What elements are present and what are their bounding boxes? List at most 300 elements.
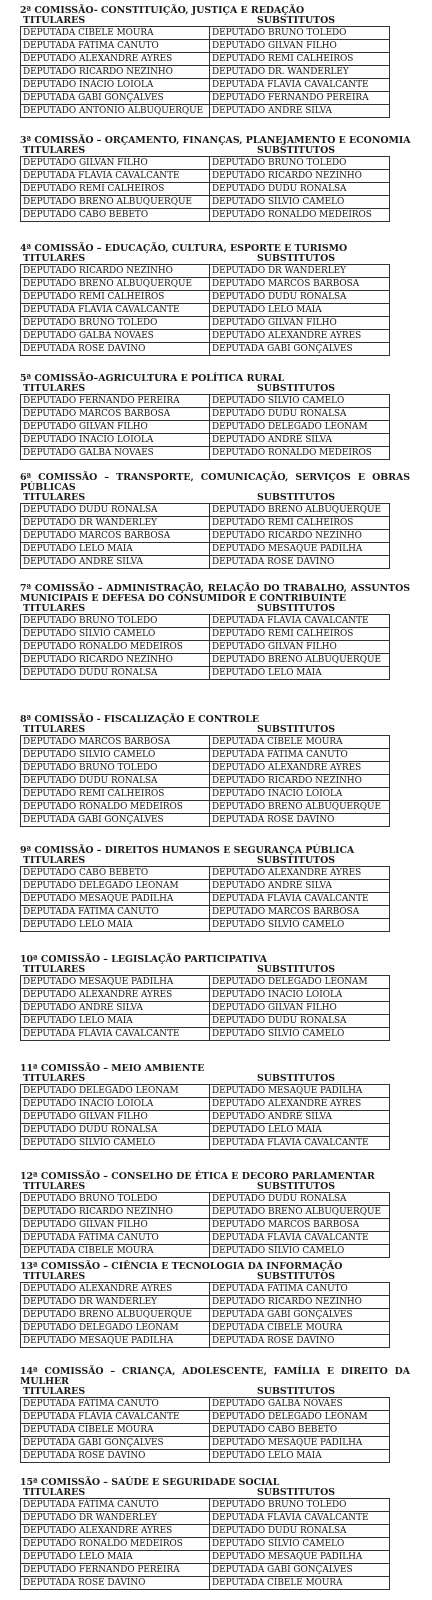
table-row (21, 79, 390, 92)
column-headers (20, 16, 410, 26)
titular-cell: DEPUTADO SILVIO CAMELO (21, 749, 210, 762)
titular-cell: DEPUTADO REMI CALHEIROS (21, 291, 210, 304)
header-titulares: TITULARES (23, 1271, 86, 1282)
substituto-cell: DEPUTADO RONALDO MEDEIROS (210, 447, 390, 460)
titular-cell: DEPUTADA ROSE DAVINO (21, 343, 210, 356)
table-row (21, 1309, 390, 1322)
substituto-cell: DEPUTADO SÍLVIO CAMELO (210, 1245, 390, 1258)
table-row (21, 667, 390, 680)
substituto-cell: DEPUTADA FLÁVIA CAVALCANTE (210, 615, 390, 628)
table-row (21, 421, 390, 434)
table-row (21, 654, 390, 667)
committee-table (20, 394, 390, 460)
table-row (21, 504, 390, 517)
titular-cell: DEPUTADO GILVAN FILHO (21, 1219, 210, 1232)
titular-cell: DEPUTADA CIBELE MOURA (21, 1245, 210, 1258)
table-row (21, 1577, 390, 1590)
substituto-cell: DEPUTADA CIBELE MOURA (210, 1322, 390, 1335)
table-row (21, 66, 390, 79)
substituto-cell: DEPUTADO REMI CALHEIROS (210, 628, 390, 641)
substituto-cell: DEPUTADO DUDU RONALSA (210, 1015, 390, 1028)
table-row (21, 628, 390, 641)
committee-section (20, 374, 410, 460)
column-headers (20, 254, 410, 264)
table-row (21, 278, 390, 291)
committee-section (20, 1367, 410, 1463)
table-row (21, 1028, 390, 1041)
substituto-cell: DEPUTADO REMI CALHEIROS (210, 517, 390, 530)
substituto-cell: DEPUTADO BRENO ALBUQUERQUE (210, 801, 390, 814)
header-titulares: TITULARES (23, 383, 86, 394)
column-headers (20, 1182, 410, 1192)
titular-cell: DEPUTADO DELEGADO LEONAM (21, 1085, 210, 1098)
table-row (21, 343, 390, 356)
substituto-cell: DEPUTADO MARCOS BARBOSA (210, 278, 390, 291)
column-headers (20, 493, 410, 503)
titular-cell: DEPUTADO LELO MAIA (21, 543, 210, 556)
titular-cell: DEPUTADA FLÁVIA CAVALCANTE (21, 304, 210, 317)
titular-cell: DEPUTADO DUDU RONALSA (21, 775, 210, 788)
titular-cell: DEPUTADA FÁTIMA CANUTO (21, 1398, 210, 1411)
committee-section (20, 473, 410, 569)
table-row (21, 209, 390, 222)
committee-table (20, 866, 390, 932)
substituto-cell: DEPUTADO GILVAN FILHO (210, 1002, 390, 1015)
table-row (21, 183, 390, 196)
table-row (21, 157, 390, 170)
substituto-cell: DEPUTADO BRUNO TOLEDO (210, 27, 390, 40)
titular-cell: DEPUTADO RONALDO MEDEIROS (21, 1538, 210, 1551)
column-headers (20, 965, 410, 975)
titular-cell: DEPUTADO INÁCIO LOIOLA (21, 1098, 210, 1111)
substituto-cell: DEPUTADO ANDRÉ SILVA (210, 1111, 390, 1124)
header-substitutos: SUBSTITUTOS (257, 253, 336, 264)
substituto-cell: DEPUTADO SÍLVIO CAMELO (210, 1538, 390, 1551)
committee-table (20, 735, 390, 827)
substituto-cell: DEPUTADO DR. WANDERLEY (210, 66, 390, 79)
committee-section (20, 1262, 410, 1348)
table-row (21, 1551, 390, 1564)
titular-cell: DEPUTADO MARCOS BARBOSA (21, 736, 210, 749)
table-row (21, 989, 390, 1002)
substituto-cell: DEPUTADO RICARDO NEZINHO (210, 170, 390, 183)
table-row (21, 1512, 390, 1525)
header-titulares: TITULARES (23, 1487, 86, 1498)
substituto-cell: DEPUTADO INÁCIO LOIOLA (210, 989, 390, 1002)
committee-title: 10ª COMISSÃO – LEGISLAÇÃO PARTICIPATIVA (20, 954, 267, 965)
substituto-cell: DEPUTADO BRENO ALBUQUERQUE (210, 504, 390, 517)
column-headers (20, 1272, 410, 1282)
header-substitutos: SUBSTITUTOS (257, 964, 336, 975)
table-row (21, 1137, 390, 1150)
table-row (21, 867, 390, 880)
substituto-cell: DEPUTADA FLÁVIA CAVALCANTE (210, 1512, 390, 1525)
table-row (21, 775, 390, 788)
titular-cell: DEPUTADO DR WANDERLEY (21, 1512, 210, 1525)
table-row (21, 641, 390, 654)
titular-cell: DEPUTADA FLÁVIA CAVALCANTE (21, 1028, 210, 1041)
substituto-cell: DEPUTADO ANDRÉ SILVA (210, 105, 390, 118)
committee-table (20, 1498, 390, 1590)
column-headers (20, 384, 410, 394)
titular-cell: DEPUTADO GILVAN FILHO (21, 1111, 210, 1124)
substituto-cell: DEPUTADO MESAQUE PADILHA (210, 1551, 390, 1564)
committee-table (20, 264, 390, 356)
table-row (21, 1219, 390, 1232)
substituto-cell: DEPUTADO GILVAN FILHO (210, 40, 390, 53)
titular-cell: DEPUTADA CIBELE MOURA (21, 1424, 210, 1437)
header-titulares: TITULARES (23, 253, 86, 264)
substituto-cell: DEPUTADO MARCOS BARBOSA (210, 1219, 390, 1232)
table-row (21, 919, 390, 932)
substituto-cell: DEPUTADA FLÁVIA CAVALCANTE (210, 1137, 390, 1150)
titular-cell: DEPUTADO DUDU RONALSA (21, 504, 210, 517)
table-row (21, 749, 390, 762)
table-row (21, 1411, 390, 1424)
table-row (21, 53, 390, 66)
committee-section (20, 1064, 410, 1150)
titular-cell: DEPUTADO LELO MAIA (21, 1551, 210, 1564)
titular-cell: DEPUTADO SÍLVIO CAMELO (21, 628, 210, 641)
titular-cell: DEPUTADO FERNANDO PEREIRA (21, 395, 210, 408)
table-row (21, 447, 390, 460)
substituto-cell: DEPUTADO DR WANDERLEY (210, 265, 390, 278)
table-row (21, 196, 390, 209)
table-row (21, 1296, 390, 1309)
table-row (21, 1398, 390, 1411)
titular-cell: DEPUTADO DR WANDERLEY (21, 517, 210, 530)
substituto-cell: DEPUTADA FLÁVIA CAVALCANTE (210, 893, 390, 906)
titular-cell: DEPUTADO RICARDO NEZINHO (21, 66, 210, 79)
header-substitutos: SUBSTITUTOS (257, 1271, 336, 1282)
titular-cell: DEPUTADO DR WANDERLEY (21, 1296, 210, 1309)
substituto-cell: DEPUTADA FÁTIMA CANUTO (210, 749, 390, 762)
titular-cell: DEPUTADO GILVAN FILHO (21, 421, 210, 434)
substituto-cell: DEPUTADA FÁTIMA CANUTO (210, 1283, 390, 1296)
titular-cell: DEPUTADA FLÁVIA CAVALCANTE (21, 1411, 210, 1424)
header-substitutos: SUBSTITUTOS (257, 1386, 336, 1397)
titular-cell: DEPUTADA GABI GONÇALVES (21, 1437, 210, 1450)
titular-cell: DEPUTADO DELEGADO LEONAM (21, 1322, 210, 1335)
table-row (21, 317, 390, 330)
column-headers (20, 604, 410, 614)
titular-cell: DEPUTADO GALBA NOVAES (21, 330, 210, 343)
table-row (21, 1111, 390, 1124)
titular-cell: DEPUTADA FLÁVIA CAVALCANTE (21, 170, 210, 183)
substituto-cell: DEPUTADO GILVAN FILHO (210, 641, 390, 654)
table-row (21, 1322, 390, 1335)
committee-section (20, 136, 410, 222)
substituto-cell: DEPUTADA ROSE DAVINO (210, 1335, 390, 1348)
committee-table (20, 1084, 390, 1150)
titular-cell: DEPUTADO RICARDO NEZINHO (21, 654, 210, 667)
substituto-cell: DEPUTADO DUDU RONALSA (210, 1525, 390, 1538)
substituto-cell: DEPUTADO DUDU RONALSA (210, 408, 390, 421)
substituto-cell: DEPUTADO RICARDO NEZINHO (210, 775, 390, 788)
titular-cell: DEPUTADO INÁCIO LOIOLA (21, 434, 210, 447)
committee-section (20, 1172, 410, 1258)
table-row (21, 530, 390, 543)
table-row (21, 265, 390, 278)
table-row (21, 170, 390, 183)
substituto-cell: DEPUTADO RONALDO MEDEIROS (210, 209, 390, 222)
titular-cell: DEPUTADA GABI GONÇALVES (21, 92, 210, 105)
substituto-cell: DEPUTADA FLÁVIA CAVALCANTE (210, 79, 390, 92)
table-row (21, 736, 390, 749)
committee-title: 13ª COMISSÃO – CIÊNCIA E TECNOLOGIA DA INFORMAÇÃO (20, 1261, 343, 1272)
substituto-cell: DEPUTADO SÍLVIO CAMELO (210, 196, 390, 209)
titular-cell: DEPUTADO BRUNO TOLEDO (21, 1193, 210, 1206)
header-titulares: TITULARES (23, 145, 86, 156)
committee-section (20, 584, 410, 680)
substituto-cell: DEPUTADO CABO BEBETO (210, 1424, 390, 1437)
titular-cell: DEPUTADO BRUNO TOLEDO (21, 762, 210, 775)
committee-title: 5ª COMISSÃO–AGRICULTURA E POLÍTICA RURAL (20, 373, 285, 384)
committee-title: 9ª COMISSÃO – DIREITOS HUMANOS E SEGURANÇA PÚBLICA (20, 845, 355, 856)
header-substitutos: SUBSTITUTOS (257, 1181, 336, 1192)
committee-section (20, 846, 410, 932)
substituto-cell: DEPUTADO SÍLVIO CAMELO (210, 919, 390, 932)
header-substitutos: SUBSTITUTOS (257, 1487, 336, 1498)
table-row (21, 517, 390, 530)
substituto-cell: DEPUTADO MARCOS BARBOSA (210, 906, 390, 919)
titular-cell: DEPUTADO MARCOS BARBOSA (21, 408, 210, 421)
substituto-cell: DEPUTADO LELO MAIA (210, 304, 390, 317)
substituto-cell: DEPUTADO RICARDO NEZINHO (210, 530, 390, 543)
table-row (21, 1525, 390, 1538)
titular-cell: DEPUTADA FÁTIMA CANUTO (21, 40, 210, 53)
substituto-cell: DEPUTADO INÁCIO LOIOLA (210, 788, 390, 801)
table-row (21, 408, 390, 421)
committee-table (20, 156, 390, 222)
titular-cell: DEPUTADA CIBELE MOURA (21, 27, 210, 40)
substituto-cell: DEPUTADO REMI CALHEIROS (210, 53, 390, 66)
committee-title: 7ª COMISSÃO – ADMINISTRAÇÃO, RELAÇÃO DO TRABALHO, ASSUNTOS MUNICIPAIS E DEFESA DO CONSUMIDOR E CONTRIBUINTE (20, 583, 410, 604)
titular-cell: DEPUTADO MESAQUE PADILHA (21, 1335, 210, 1348)
table-row (21, 976, 390, 989)
substituto-cell: DEPUTADO DELEGADO LEONAM (210, 1411, 390, 1424)
substituto-cell: DEPUTADA GABI GONÇALVES (210, 1309, 390, 1322)
substituto-cell: DEPUTADO ALEXANDRE AYRES (210, 867, 390, 880)
titular-cell: DEPUTADO ALEXANDRE AYRES (21, 53, 210, 66)
substituto-cell: DEPUTADO GALBA NOVAES (210, 1398, 390, 1411)
table-row (21, 40, 390, 53)
table-row (21, 105, 390, 118)
substituto-cell: DEPUTADO ALEXANDRE AYRES (210, 762, 390, 775)
column-headers (20, 146, 410, 156)
header-substitutos: SUBSTITUTOS (257, 15, 336, 26)
table-row (21, 304, 390, 317)
column-headers (20, 725, 410, 735)
header-titulares: TITULARES (23, 1386, 86, 1397)
table-row (21, 880, 390, 893)
header-substitutos: SUBSTITUTOS (257, 383, 336, 394)
table-row (21, 330, 390, 343)
substituto-cell: DEPUTADO SÍLVIO CAMELO (210, 1028, 390, 1041)
titular-cell: DEPUTADA ROSE DAVINO (21, 1450, 210, 1463)
header-titulares: TITULARES (23, 964, 86, 975)
substituto-cell: DEPUTADO LELO MAIA (210, 1450, 390, 1463)
table-row (21, 1002, 390, 1015)
titular-cell: DEPUTADO DUDU RONALSA (21, 1124, 210, 1137)
table-row (21, 1564, 390, 1577)
substituto-cell: DEPUTADA FLÁVIA CAVALCANTE (210, 1232, 390, 1245)
committee-table (20, 503, 390, 569)
table-row (21, 1424, 390, 1437)
header-titulares: TITULARES (23, 1073, 86, 1084)
titular-cell: DEPUTADO RICARDO NEZINHO (21, 1206, 210, 1219)
header-substitutos: SUBSTITUTOS (257, 724, 336, 735)
titular-cell: DEPUTADO CABO BEBETO (21, 867, 210, 880)
substituto-cell: DEPUTADA ROSE DAVINO (210, 556, 390, 569)
column-headers (20, 1387, 410, 1397)
committee-table (20, 614, 390, 680)
table-row (21, 1015, 390, 1028)
committee-title: 3ª COMISSÃO – ORÇAMENTO, FINANÇAS, PLANEJAMENTO E ECONOMIA (20, 135, 411, 146)
table-row (21, 893, 390, 906)
committee-title: 12ª COMISSÃO – CONSELHO DE ÉTICA E DECORO PARLAMENTAR (20, 1171, 375, 1182)
titular-cell: DEPUTADO INÁCIO LOIOLA (21, 79, 210, 92)
substituto-cell: DEPUTADO BRENO ALBUQUERQUE (210, 654, 390, 667)
titular-cell: DEPUTADO DELEGADO LEONAM (21, 880, 210, 893)
table-row (21, 801, 390, 814)
titular-cell: DEPUTADO GILVAN FILHO (21, 157, 210, 170)
committee-section (20, 6, 410, 118)
column-headers (20, 1074, 410, 1084)
substituto-cell: DEPUTADO GILVAN FILHO (210, 317, 390, 330)
titular-cell: DEPUTADO LELO MAIA (21, 1015, 210, 1028)
substituto-cell: DEPUTADA ROSE DAVINO (210, 814, 390, 827)
titular-cell: DEPUTADO MARCOS BARBOSA (21, 530, 210, 543)
substituto-cell: DEPUTADO FERNANDO PEREIRA (210, 92, 390, 105)
committee-table (20, 975, 390, 1041)
substituto-cell: DEPUTADO MESAQUE PADILHA (210, 1437, 390, 1450)
header-substitutos: SUBSTITUTOS (257, 603, 336, 614)
substituto-cell: DEPUTADO SÍLVIO CAMELO (210, 395, 390, 408)
titular-cell: DEPUTADO REMI CALHEIROS (21, 183, 210, 196)
committee-table (20, 1282, 390, 1348)
substituto-cell: DEPUTADO BRUNO TOLEDO (210, 1499, 390, 1512)
substituto-cell: DEPUTADO LELO MAIA (210, 667, 390, 680)
table-row (21, 814, 390, 827)
header-titulares: TITULARES (23, 1181, 86, 1192)
titular-cell: DEPUTADO BRENO ALBUQUERQUE (21, 278, 210, 291)
column-headers (20, 856, 410, 866)
titular-cell: DEPUTADO BRENO ALBUQUERQUE (21, 1309, 210, 1322)
titular-cell: DEPUTADO RICARDO NEZINHO (21, 265, 210, 278)
substituto-cell: DEPUTADO BRUNO TOLEDO (210, 157, 390, 170)
titular-cell: DEPUTADO CABO BEBETO (21, 209, 210, 222)
substituto-cell: DEPUTADO ANDRÉ SILVA (210, 880, 390, 893)
titular-cell: DEPUTADA FÁTIMA CANUTO (21, 1499, 210, 1512)
table-row (21, 1124, 390, 1137)
substituto-cell: DEPUTADA CIBELE MOURA (210, 1577, 390, 1590)
titular-cell: DEPUTADO RONALDO MEDEIROS (21, 801, 210, 814)
table-row (21, 1538, 390, 1551)
titular-cell: DEPUTADO ALEXANDRE AYRES (21, 1283, 210, 1296)
committee-title: 4ª COMISSÃO – EDUCAÇÃO, CULTURA, ESPORTE E TURISMO (20, 243, 348, 254)
table-row (21, 1499, 390, 1512)
committee-section (20, 1478, 410, 1590)
table-row (21, 543, 390, 556)
substituto-cell: DEPUTADO DUDU RONALSA (210, 291, 390, 304)
committee-table (20, 1397, 390, 1463)
header-titulares: TITULARES (23, 492, 86, 503)
titular-cell: DEPUTADO RONALDO MEDEIROS (21, 641, 210, 654)
table-row (21, 27, 390, 40)
table-row (21, 762, 390, 775)
table-row (21, 1098, 390, 1111)
titular-cell: DEPUTADO SÍLVIO CAMELO (21, 1137, 210, 1150)
committee-title: 8ª COMISSÃO - FISCALIZAÇÃO E CONTROLE (20, 714, 260, 725)
substituto-cell: DEPUTADO DUDU RONALSA (210, 183, 390, 196)
table-row (21, 615, 390, 628)
titular-cell: DEPUTADO MESAQUE PADILHA (21, 976, 210, 989)
substituto-cell: DEPUTADA GABI GONÇALVES (210, 343, 390, 356)
titular-cell: DEPUTADO BRUNO TOLEDO (21, 615, 210, 628)
substituto-cell: DEPUTADO RICARDO NEZINHO (210, 1296, 390, 1309)
table-row (21, 1283, 390, 1296)
committee-section (20, 715, 410, 827)
titular-cell: DEPUTADO BRUNO TOLEDO (21, 317, 210, 330)
substituto-cell: DEPUTADO DELEGADO LEONAM (210, 976, 390, 989)
header-titulares: TITULARES (23, 855, 86, 866)
table-row (21, 1335, 390, 1348)
table-row (21, 395, 390, 408)
titular-cell: DEPUTADA GABI GONÇALVES (21, 814, 210, 827)
committee-table (20, 1192, 390, 1258)
header-titulares: TITULARES (23, 603, 86, 614)
header-substitutos: SUBSTITUTOS (257, 1073, 336, 1084)
table-row (21, 906, 390, 919)
substituto-cell: DEPUTADO DELEGADO LEONAM (210, 421, 390, 434)
substituto-cell: DEPUTADO ANDRÉ SILVA (210, 434, 390, 447)
table-row (21, 1193, 390, 1206)
substituto-cell: DEPUTADO MESAQUE PADILHA (210, 1085, 390, 1098)
committee-section (20, 955, 410, 1041)
titular-cell: DEPUTADO REMI CALHEIROS (21, 788, 210, 801)
committee-title: 14ª COMISSÃO – CRIANÇA, ADOLESCENTE, FAMÍLIA E DIREITO DA MULHER (20, 1366, 410, 1387)
table-row (21, 1085, 390, 1098)
titular-cell: DEPUTADO ANDRÉ SILVA (21, 556, 210, 569)
substituto-cell: DEPUTADA CIBELE MOURA (210, 736, 390, 749)
table-row (21, 788, 390, 801)
header-titulares: TITULARES (23, 724, 86, 735)
committee-title: 15ª COMISSÃO – SAÚDE E SEGURIDADE SOCIAL (20, 1477, 280, 1488)
committee-title: 6ª COMISSÃO – TRANSPORTE, COMUNICAÇÃO, SERVIÇOS E OBRAS PÚBLICAS (20, 472, 410, 493)
titular-cell: DEPUTADO LELO MAIA (21, 919, 210, 932)
substituto-cell: DEPUTADA GABI GONÇALVES (210, 1564, 390, 1577)
column-headers (20, 1488, 410, 1498)
titular-cell: DEPUTADA ROSE DAVINO (21, 1577, 210, 1590)
titular-cell: DEPUTADO GALBA NOVAES (21, 447, 210, 460)
titular-cell: DEPUTADA FÁTIMA CANUTO (21, 1232, 210, 1245)
committee-title: 2ª COMISSÃO- CONSTITUIÇÃO, JUSTIÇA E REDAÇÃO (20, 5, 305, 16)
committee-title: 11ª COMISSÃO – MEIO AMBIENTE (20, 1063, 205, 1074)
header-substitutos: SUBSTITUTOS (257, 855, 336, 866)
header-titulares: TITULARES (23, 15, 86, 26)
substituto-cell: DEPUTADO ALEXANDRE AYRES (210, 1098, 390, 1111)
titular-cell: DEPUTADO DUDU RONALSA (21, 667, 210, 680)
table-row (21, 1206, 390, 1219)
titular-cell: DEPUTADO ALEXANDRE AYRES (21, 989, 210, 1002)
committee-table (20, 26, 390, 118)
table-row (21, 1232, 390, 1245)
titular-cell: DEPUTADO ALEXANDRE AYRES (21, 1525, 210, 1538)
substituto-cell: DEPUTADO BRENO ALBUQUERQUE (210, 1206, 390, 1219)
committee-section (20, 244, 410, 356)
substituto-cell: DEPUTADO LELO MAIA (210, 1124, 390, 1137)
